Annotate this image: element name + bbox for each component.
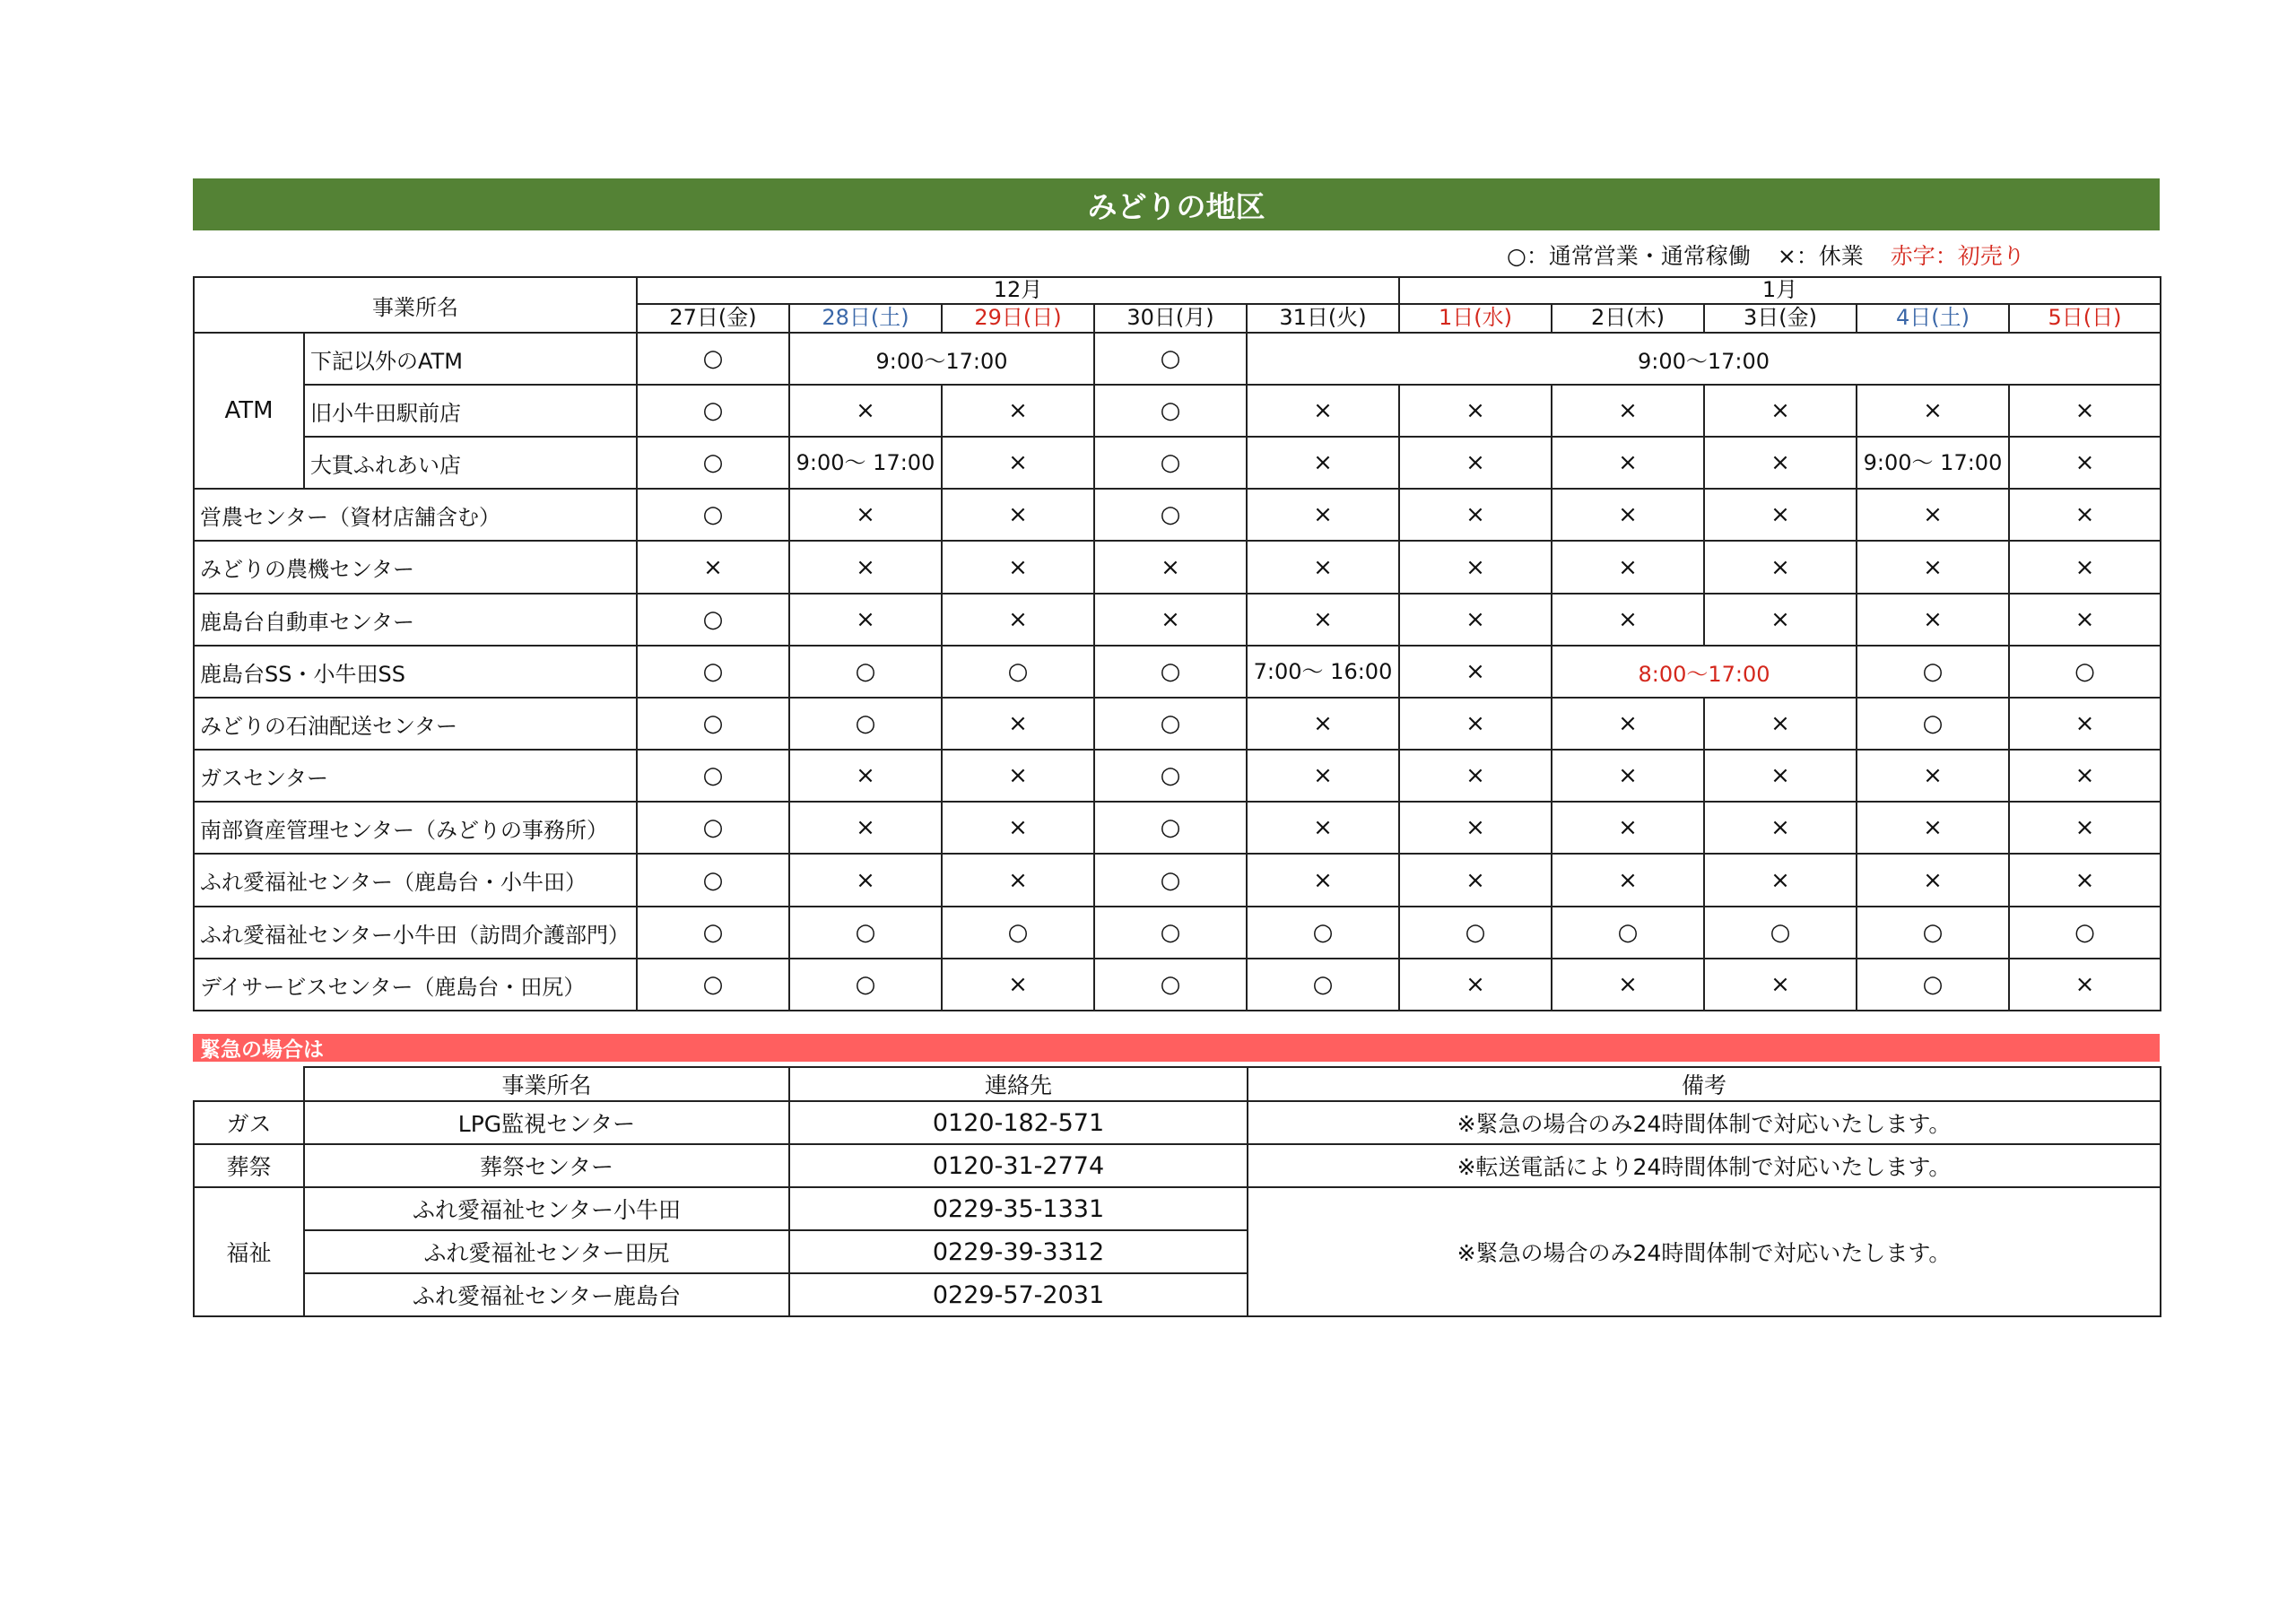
table-row (194, 1101, 2161, 1144)
name-header: 事業所名 (194, 277, 637, 333)
category-label: 福祉 (194, 1187, 304, 1316)
day-header: 4日(土) (1857, 304, 2009, 333)
status-cell: × (942, 437, 1094, 489)
status-cell: × (2009, 437, 2161, 489)
status-cell: × (1399, 802, 1552, 854)
status-cell: ○ (1094, 698, 1247, 750)
hours-cell: 7:00～ 16:00 (1247, 646, 1399, 698)
status-cell: × (2009, 489, 2161, 541)
phone-number: 0120-182-571 (789, 1101, 1248, 1144)
status-cell: ○ (2009, 646, 2161, 698)
status-cell: × (942, 802, 1094, 854)
status-cell: ○ (1094, 333, 1247, 385)
status-cell: × (942, 594, 1094, 646)
table-row (194, 1144, 2161, 1187)
row-name: みどりの農機センター (194, 541, 637, 594)
status-cell: ○ (1094, 802, 1247, 854)
table-row (194, 698, 2161, 750)
status-cell: ○ (637, 698, 789, 750)
status-cell: × (1857, 594, 2009, 646)
status-cell: × (1552, 750, 1704, 802)
office-name: 葬祭センター (304, 1144, 789, 1187)
status-cell: ○ (1857, 959, 2009, 1011)
status-cell: × (1857, 489, 2009, 541)
day-header: 29日(日) (942, 304, 1094, 333)
status-cell: × (1704, 541, 1857, 594)
status-cell: × (1704, 594, 1857, 646)
status-cell: × (942, 750, 1094, 802)
status-cell: × (1399, 594, 1552, 646)
status-cell: × (1704, 802, 1857, 854)
corner-blank (194, 1067, 304, 1101)
note: ※緊急の場合のみ24時間体制で対応いたします。 (1248, 1101, 2161, 1144)
table-row (194, 333, 2161, 385)
row-name: みどりの石油配送センター (194, 698, 637, 750)
category-label: 葬祭 (194, 1144, 304, 1187)
hours-cell: 9:00～17:00 (1247, 333, 2161, 385)
table-row (194, 802, 2161, 854)
status-cell: × (1399, 541, 1552, 594)
row-name: 旧小牛田駅前店 (304, 385, 637, 437)
table-row (194, 594, 2161, 646)
status-cell: ○ (2009, 907, 2161, 959)
row-name: デイサービスセンター（鹿島台・田尻） (194, 959, 637, 1011)
row-name: 鹿島台SS・小牛田SS (194, 646, 637, 698)
hours-cell: 9:00～ 17:00 (789, 437, 942, 489)
day-header: 28日(土) (789, 304, 942, 333)
status-cell: ○ (1247, 907, 1399, 959)
day-header: 2日(木) (1552, 304, 1704, 333)
status-cell: × (1399, 437, 1552, 489)
legend-closed: ×：休業 (1777, 243, 1864, 269)
table-row (194, 750, 2161, 802)
status-cell: ○ (637, 802, 789, 854)
emergency-name-header: 事業所名 (304, 1067, 789, 1101)
table-row (194, 541, 2161, 594)
table-row (194, 854, 2161, 907)
status-cell: ○ (637, 594, 789, 646)
status-cell: ○ (637, 437, 789, 489)
status-cell: ○ (1552, 907, 1704, 959)
day-header: 27日(金) (637, 304, 789, 333)
table-row (194, 959, 2161, 1011)
phone-number: 0229-35-1331 (789, 1187, 1248, 1230)
status-cell: × (2009, 385, 2161, 437)
table-row (194, 489, 2161, 541)
status-cell: × (1552, 959, 1704, 1011)
status-cell: × (1552, 385, 1704, 437)
month-jan: 1月 (1399, 277, 2161, 304)
status-cell: × (942, 541, 1094, 594)
status-cell: × (1704, 437, 1857, 489)
status-cell: ○ (1094, 959, 1247, 1011)
status-cell: ○ (789, 907, 942, 959)
status-cell: × (1704, 854, 1857, 907)
table-row (194, 646, 2161, 698)
status-cell: × (789, 750, 942, 802)
status-cell: × (789, 489, 942, 541)
note: ※緊急の場合のみ24時間体制で対応いたします。 (1248, 1187, 2161, 1316)
day-header: 3日(金) (1704, 304, 1857, 333)
emergency-heading: 緊急の場合は (193, 1034, 2160, 1062)
status-cell: × (1552, 698, 1704, 750)
status-cell: ○ (637, 854, 789, 907)
day-header: 31日(火) (1247, 304, 1399, 333)
status-cell: ○ (1094, 437, 1247, 489)
status-cell: ○ (637, 489, 789, 541)
month-dec: 12月 (637, 277, 1399, 304)
status-cell: ○ (942, 646, 1094, 698)
status-cell: ○ (1094, 750, 1247, 802)
status-cell: × (942, 385, 1094, 437)
table-row (194, 437, 2161, 489)
status-cell: × (942, 959, 1094, 1011)
status-cell: × (1857, 541, 2009, 594)
status-cell: × (1399, 489, 1552, 541)
status-cell: ○ (1094, 489, 1247, 541)
status-cell: ○ (637, 907, 789, 959)
legend-first-sale: 赤字：初売り (1890, 243, 2025, 269)
status-cell: × (1399, 698, 1552, 750)
note: ※転送電話により24時間体制で対応いたします。 (1248, 1144, 2161, 1187)
row-name: 営農センター（資材店舗含む） (194, 489, 637, 541)
status-cell: × (1247, 437, 1399, 489)
status-cell: × (2009, 802, 2161, 854)
status-cell: × (1399, 646, 1552, 698)
status-cell: × (2009, 854, 2161, 907)
status-cell: ○ (1857, 907, 2009, 959)
day-header: 5日(日) (2009, 304, 2161, 333)
status-cell: ○ (1399, 907, 1552, 959)
status-cell: × (2009, 594, 2161, 646)
hours-cell: 9:00～ 17:00 (1857, 437, 2009, 489)
status-cell: × (1247, 489, 1399, 541)
status-cell: ○ (637, 333, 789, 385)
first-sale-hours-cell: 8:00～17:00 (1552, 646, 1857, 698)
status-cell: ○ (637, 750, 789, 802)
status-cell: × (1094, 594, 1247, 646)
status-cell: × (1857, 385, 2009, 437)
status-cell: ○ (1094, 646, 1247, 698)
category-label: ガス (194, 1101, 304, 1144)
status-cell: ○ (637, 959, 789, 1011)
office-name: LPG監視センター (304, 1101, 789, 1144)
row-name: 下記以外のATM (304, 333, 637, 385)
table-row (194, 385, 2161, 437)
status-cell: × (2009, 698, 2161, 750)
status-cell: ○ (1094, 385, 1247, 437)
status-cell: × (1247, 594, 1399, 646)
status-cell: × (789, 802, 942, 854)
status-cell: ○ (1094, 907, 1247, 959)
status-cell: × (942, 698, 1094, 750)
schedule-table (193, 276, 2161, 1011)
emergency-table (193, 1066, 2161, 1317)
status-cell: × (1704, 385, 1857, 437)
atm-group-label: ATM (194, 333, 304, 489)
emergency-contact-header: 連絡先 (789, 1067, 1248, 1101)
row-name: ガスセンター (194, 750, 637, 802)
status-cell: × (1399, 385, 1552, 437)
status-cell: × (789, 385, 942, 437)
office-name: ふれ愛福祉センター田尻 (304, 1230, 789, 1273)
phone-number: 0229-39-3312 (789, 1230, 1248, 1273)
status-cell: ○ (789, 959, 942, 1011)
phone-number: 0120-31-2774 (789, 1144, 1248, 1187)
status-cell: × (1552, 489, 1704, 541)
status-cell: × (1857, 802, 2009, 854)
status-cell: × (789, 854, 942, 907)
row-name: ふれ愛福祉センター小牛田（訪問介護部門） (194, 907, 637, 959)
status-cell: ○ (942, 907, 1094, 959)
status-cell: ○ (1857, 698, 2009, 750)
status-cell: × (1552, 802, 1704, 854)
status-cell: ○ (1094, 854, 1247, 907)
status-cell: × (2009, 750, 2161, 802)
status-cell: × (2009, 541, 2161, 594)
status-cell: × (789, 594, 942, 646)
status-cell: × (637, 541, 789, 594)
status-cell: × (1247, 750, 1399, 802)
status-cell: × (1399, 959, 1552, 1011)
status-cell: ○ (1247, 959, 1399, 1011)
status-cell: × (1552, 541, 1704, 594)
status-cell: × (1704, 698, 1857, 750)
status-cell: × (942, 854, 1094, 907)
status-cell: ○ (789, 646, 942, 698)
status-cell: × (1399, 854, 1552, 907)
status-cell: ○ (637, 646, 789, 698)
status-cell: × (1704, 959, 1857, 1011)
row-name: 鹿島台自動車センター (194, 594, 637, 646)
status-cell: × (1247, 802, 1399, 854)
row-name: 南部資産管理センター（みどりの事務所） (194, 802, 637, 854)
legend (1507, 239, 2063, 271)
status-cell: × (1552, 594, 1704, 646)
status-cell: × (789, 541, 942, 594)
legend-open: ○：通常営業・通常稼働 (1507, 243, 1751, 269)
status-cell: × (942, 489, 1094, 541)
status-cell: × (1094, 541, 1247, 594)
status-cell: × (2009, 959, 2161, 1011)
status-cell: ○ (789, 698, 942, 750)
status-cell: × (1247, 541, 1399, 594)
status-cell: × (1399, 750, 1552, 802)
hours-cell: 9:00～17:00 (789, 333, 1094, 385)
row-name: 大貫ふれあい店 (304, 437, 637, 489)
table-row (194, 1187, 2161, 1230)
status-cell: × (1247, 854, 1399, 907)
office-name: ふれ愛福祉センター鹿島台 (304, 1273, 789, 1316)
table-row (194, 907, 2161, 959)
office-name: ふれ愛福祉センター小牛田 (304, 1187, 789, 1230)
status-cell: × (1247, 385, 1399, 437)
status-cell: × (1857, 854, 2009, 907)
row-name: ふれ愛福祉センター（鹿島台・小牛田） (194, 854, 637, 907)
day-header: 1日(水) (1399, 304, 1552, 333)
status-cell: ○ (1857, 646, 2009, 698)
emergency-note-header: 備考 (1248, 1067, 2161, 1101)
status-cell: ○ (1704, 907, 1857, 959)
day-header: 30日(月) (1094, 304, 1247, 333)
status-cell: ○ (637, 385, 789, 437)
status-cell: × (1704, 750, 1857, 802)
status-cell: × (1704, 489, 1857, 541)
status-cell: × (1247, 698, 1399, 750)
status-cell: × (1552, 437, 1704, 489)
status-cell: × (1857, 750, 2009, 802)
page-title: みどりの地区 (193, 178, 2160, 230)
status-cell: × (1552, 854, 1704, 907)
phone-number: 0229-57-2031 (789, 1273, 1248, 1316)
